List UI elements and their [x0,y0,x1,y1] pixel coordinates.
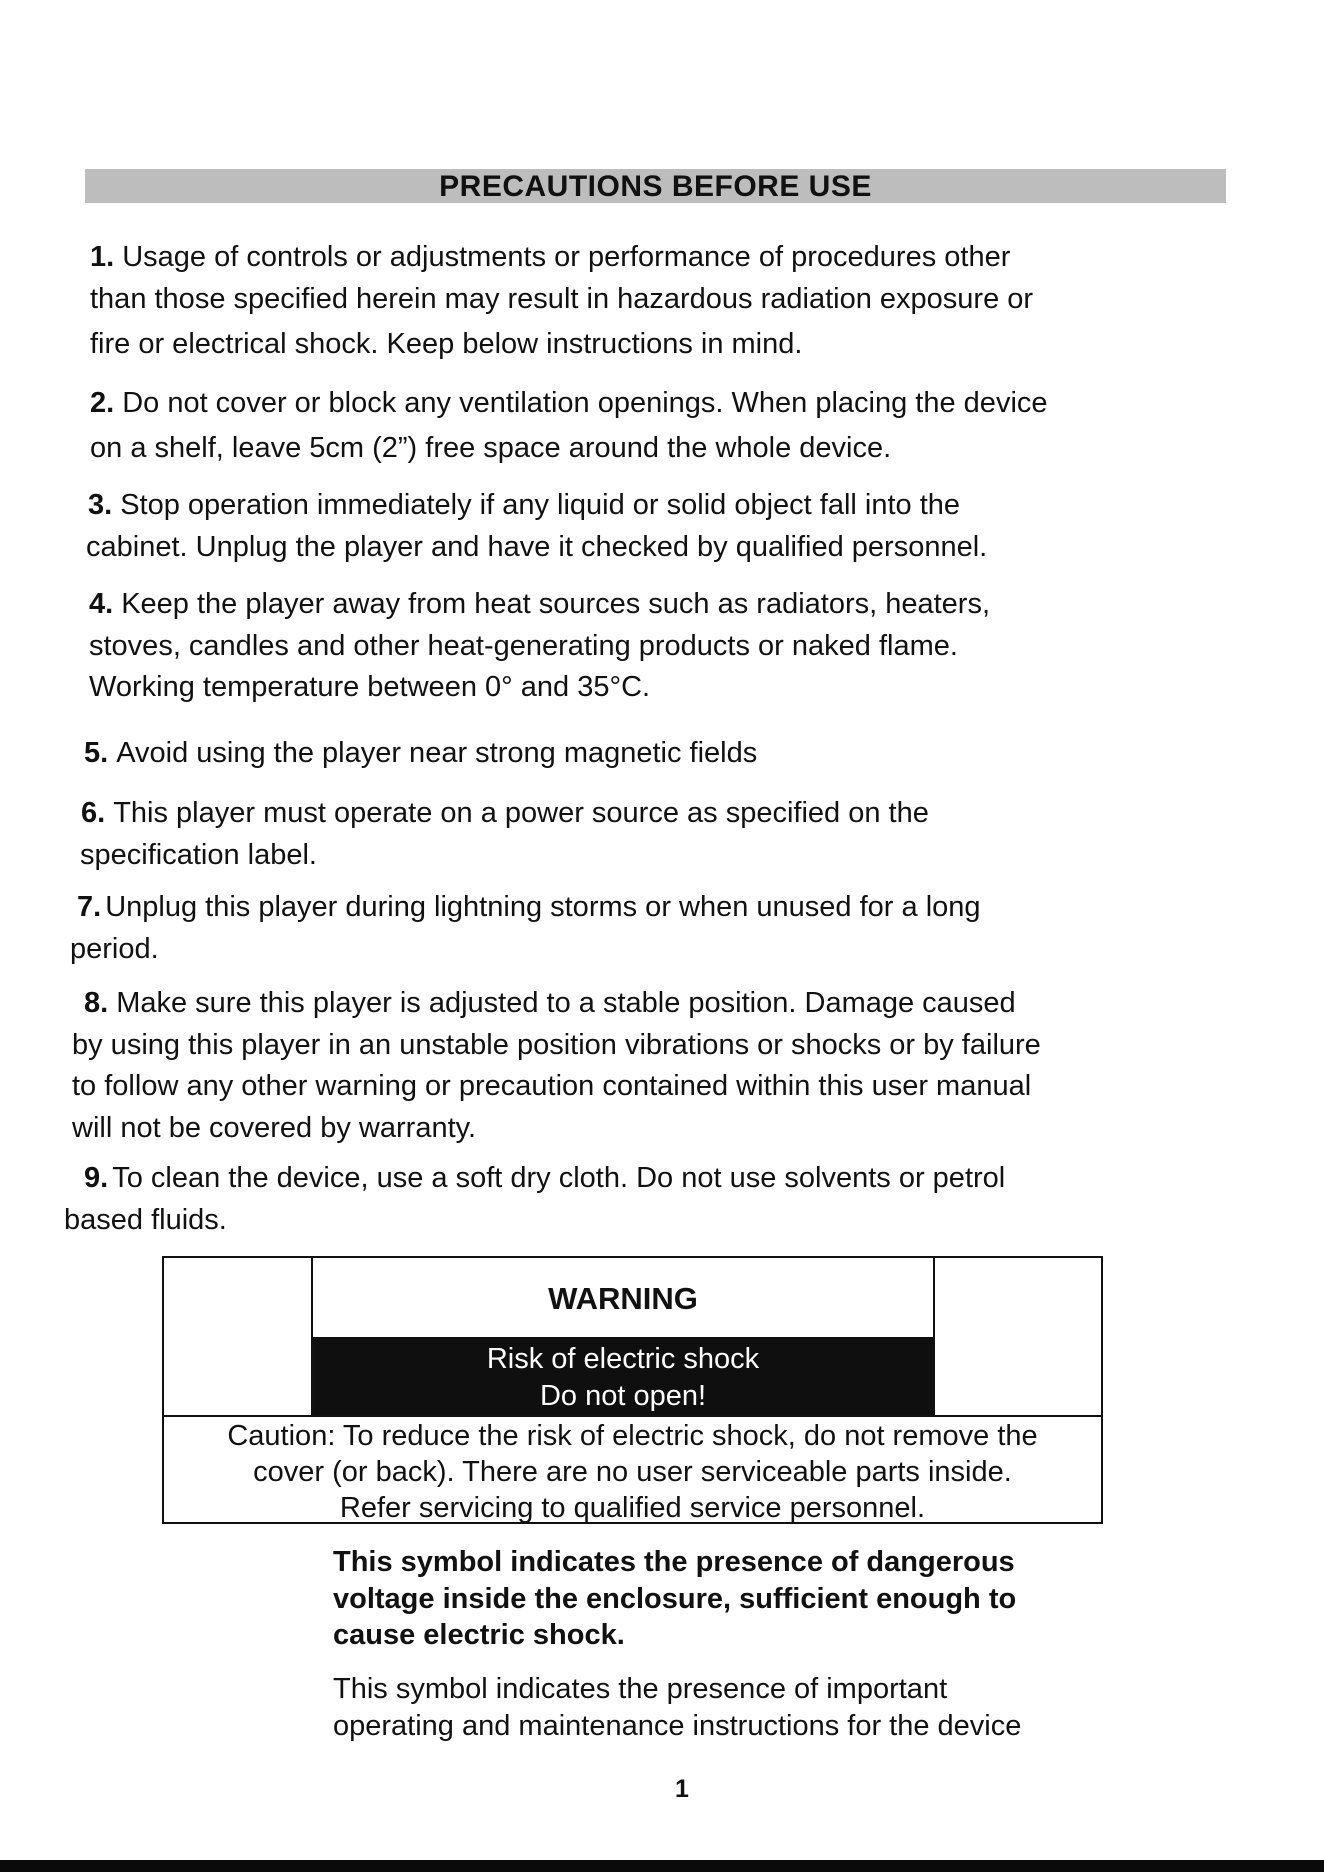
item-number: 7. [77,891,102,923]
item-number: 8. [84,987,109,1019]
precaution-item-5 [84,733,757,775]
warning-title: WARNING [548,1281,698,1316]
item-line [90,237,1033,279]
precaution-item-8 [72,983,1041,1149]
warning-label-box [162,1256,1103,1524]
item-number: 1. [90,241,115,273]
item-line [89,584,990,626]
item-number: 5. [84,737,109,769]
precaution-item-7 [70,887,981,970]
item-line: specification label. [80,838,317,871]
item-text: Avoid using the player near strong magnetic fields [116,737,758,769]
item-line: Working temperature between 0° and 35°C. [89,671,651,703]
item-number: 2. [90,387,115,419]
item-line [77,887,981,929]
item-text: Make sure this player is adjusted to a stable position. Damage caused [116,987,1016,1019]
item-line: on a shelf, leave 5cm (2”) free space around the whole device. [90,431,892,464]
caution-line: cover (or back). There are no user serviceable parts inside. [253,1456,1012,1488]
note-line: This symbol indicates the presence of important [333,1673,948,1705]
caution-text [164,1415,1101,1524]
item-line: to follow any other warning or precaution contained within this user manual [72,1070,1032,1102]
warning-header [313,1258,933,1415]
page-number: 1 [675,1775,689,1803]
risk-banner [313,1337,933,1415]
item-text: Unplug this player during lightning storms or when unused for a long [105,891,981,923]
section-title: PRECAUTIONS BEFORE USE [85,169,1226,203]
item-line: than those specified herein may result in hazardous radiation exposure or [90,282,1034,315]
symbol-placeholder-left [164,1258,313,1415]
item-line: stoves, candles and other heat-generating products or naked flame. [89,629,958,662]
item-number: 4. [89,588,114,620]
note-line: voltage inside the enclosure, sufficient enough to [333,1582,1017,1615]
risk-line: Do not open! [539,1380,707,1412]
precaution-item-4 [89,584,990,709]
item-text: Stop operation immediately if any liquid or solid object fall into the [120,489,961,521]
item-line [84,733,757,775]
item-line [84,983,1041,1025]
item-line: will not be covered by warranty. [72,1111,477,1144]
item-line: fire or electrical shock. Keep below instructions in mind. [90,328,803,360]
item-number: 3. [88,489,113,521]
precaution-item-1 [90,237,1033,366]
precaution-item-6 [81,793,929,876]
item-text: Usage of controls or adjustments or performance of procedures other [122,241,1011,273]
page-bottom-rule [0,1860,1324,1872]
precaution-item-2 [90,383,1048,469]
item-line: based fluids. [64,1203,227,1236]
item-text: Do not cover or block any ventilation openings. When placing the device [122,387,1048,419]
item-text: This player must operate on a power source as specified on the [113,797,929,829]
note-line: operating and maintenance instructions for the device [333,1709,1022,1742]
item-text: Keep the player away from heat sources such as radiators, heaters, [121,588,991,620]
item-line [84,1158,1005,1200]
precaution-item-3 [88,485,987,568]
caution-line: Refer servicing to qualified service personnel. [339,1492,926,1524]
dangerous-voltage-note [333,1544,1016,1654]
item-text: To clean the device, use a soft dry cloth. Do not use solvents or petrol [112,1162,1006,1194]
item-line [81,793,929,835]
precaution-item-9 [64,1158,1006,1241]
note-line: This symbol indicates the presence of dangerous [333,1546,1015,1578]
risk-line: Risk of electric shock [486,1343,760,1375]
note-line: cause electric shock. [333,1619,625,1651]
caution-line: Caution: To reduce the risk of electric shock, do not remove the [227,1420,1038,1452]
item-line: cabinet. Unplug the player and have it checked by qualified personnel. [86,530,988,563]
symbol-placeholder-right [933,1258,1101,1415]
item-number: 6. [81,797,106,829]
item-line [88,485,987,527]
item-number: 9. [84,1162,109,1194]
item-line: period. [70,932,159,965]
important-instructions-note [333,1671,1021,1744]
item-line [90,383,1048,425]
item-line: by using this player in an unstable position vibrations or shocks or by failure [72,1028,1041,1061]
